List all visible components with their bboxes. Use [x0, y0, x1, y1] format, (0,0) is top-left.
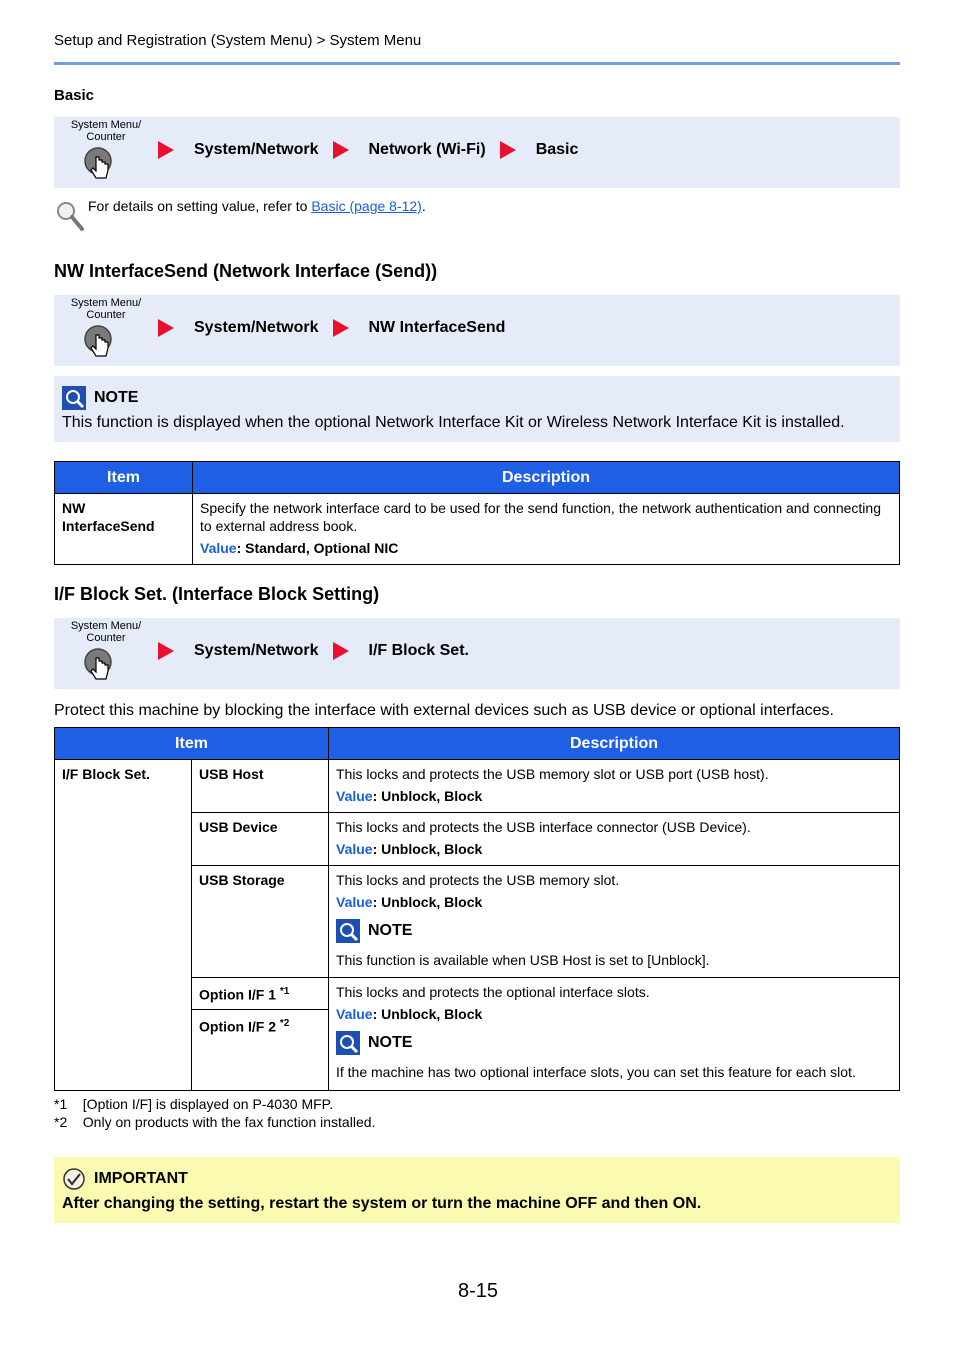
note-icon	[62, 386, 86, 410]
nav-path-nw	[54, 295, 900, 366]
item-cell: USB Storage	[192, 866, 329, 978]
note-label: NOTE	[368, 922, 413, 939]
note-text: This function is available when USB Host is set to [Unblock].	[336, 952, 710, 968]
arrow-right-icon	[333, 642, 349, 660]
path-step-1: System/Network	[194, 642, 319, 659]
item-cell	[192, 1009, 329, 1090]
item-cell: USB Host	[192, 760, 329, 813]
section-title-nw-interfacesend: NW InterfaceSend (Network Interface (Send))	[54, 261, 438, 281]
system-menu-key-icon	[80, 147, 116, 183]
system-menu-label-line2: Counter	[86, 632, 126, 644]
item-cell	[192, 978, 329, 1010]
system-menu-key-icon	[80, 648, 116, 684]
system-menu-key-label	[62, 297, 150, 321]
section-title-if-block: I/F Block Set. (Interface Block Setting)	[54, 584, 380, 604]
value-text: : Unblock, Block	[372, 894, 483, 910]
description-text: Specify the network interface card to be used for the send function, the network authentication and connecting to external address book.	[200, 500, 881, 534]
column-header-item: Item	[55, 462, 193, 494]
reference-suffix: .	[421, 198, 426, 214]
description-cell	[193, 494, 900, 565]
footnote-mark: *1	[54, 1096, 68, 1112]
value-text: : Unblock, Block	[372, 1006, 483, 1022]
group-cell: I/F Block Set.	[55, 760, 192, 1091]
description-text: This locks and protects the USB memory slot.	[336, 872, 620, 888]
page-header: Setup and Registration (System Menu) > System Menu	[54, 32, 422, 49]
column-header-description: Description	[193, 462, 900, 494]
value-text: : Unblock, Block	[372, 841, 483, 857]
reference-link[interactable]: Basic (page 8-12)	[311, 198, 422, 214]
footnote-text: [Option I/F] is displayed on P-4030 MFP.	[82, 1096, 334, 1112]
system-menu-key-icon	[80, 325, 116, 361]
value-label: Value	[336, 841, 373, 857]
system-menu-label-line1: System Menu/	[70, 297, 142, 309]
reference-prefix: For details on setting value, refer to	[88, 198, 312, 214]
item-name: Option I/F 1	[199, 986, 276, 1003]
intro-paragraph: Protect this machine by blocking the interface with external devices such as USB device or optional interfaces.	[54, 702, 834, 719]
table-row	[55, 760, 900, 813]
note-icon	[336, 919, 360, 943]
note-icon	[336, 1031, 360, 1055]
column-header-item: Item	[55, 728, 329, 760]
value-text: : Unblock, Block	[372, 788, 483, 804]
important-label: IMPORTANT	[94, 1170, 188, 1187]
value-label: Value	[336, 1006, 373, 1022]
system-menu-key-label	[62, 119, 150, 143]
check-icon	[62, 1167, 86, 1191]
important-box	[54, 1157, 900, 1223]
system-menu-label-line2: Counter	[86, 309, 126, 321]
item-name: Option I/F 2	[199, 1018, 276, 1035]
value-text: : Standard, Optional NIC	[236, 540, 399, 556]
note-box-nw	[54, 376, 900, 442]
note-label: NOTE	[368, 1034, 413, 1051]
reference-text	[88, 198, 426, 214]
description-cell	[329, 760, 900, 813]
arrow-right-icon	[333, 141, 349, 159]
system-menu-label-line1: System Menu/	[70, 620, 142, 632]
item-line2: InterfaceSend	[62, 518, 155, 534]
value-label: Value	[336, 894, 373, 910]
path-step-2: I/F Block Set.	[368, 642, 469, 659]
path-step-1: System/Network	[194, 319, 319, 336]
item-cell	[55, 494, 193, 565]
footnote-text: Only on products with the fax function installed.	[82, 1114, 376, 1130]
description-cell	[329, 866, 900, 978]
note-text: If the machine has two optional interface slots, you can set this feature for each slot.	[336, 1064, 856, 1080]
header-rule	[54, 62, 900, 65]
nav-path-if-block	[54, 618, 900, 689]
arrow-right-icon	[500, 141, 516, 159]
nav-path-basic	[54, 117, 900, 188]
value-label: Value	[200, 540, 237, 556]
system-menu-key-label	[62, 620, 150, 644]
arrow-right-icon	[158, 319, 174, 337]
footnote-ref: *1	[279, 986, 290, 997]
nw-table	[54, 461, 900, 565]
page-number: 8-15	[458, 1280, 499, 1302]
note-label: NOTE	[94, 389, 139, 406]
system-menu-label-line2: Counter	[86, 131, 126, 143]
description-text: This locks and protects the USB memory slot or USB port (USB host).	[336, 766, 769, 782]
value-label: Value	[336, 788, 373, 804]
item-line1: NW	[62, 500, 86, 516]
item-cell: USB Device	[192, 813, 329, 866]
note-text: This function is displayed when the optional Network Interface Kit or Wireless Network Interface Kit is installed.	[62, 414, 845, 431]
description-cell	[329, 813, 900, 866]
section-title-basic: Basic	[54, 87, 95, 104]
path-step-3: Basic	[535, 141, 579, 158]
footnote-ref: *2	[279, 1017, 290, 1029]
path-step-1: System/Network	[194, 141, 319, 158]
footnote-2	[54, 1114, 375, 1130]
table-row	[55, 494, 900, 565]
system-menu-label-line1: System Menu/	[70, 119, 142, 131]
path-step-2: Network (Wi-Fi)	[368, 141, 486, 158]
important-text: After changing the setting, restart the system or turn the machine OFF and then ON.	[62, 1195, 702, 1212]
footnote-mark: *2	[54, 1114, 68, 1130]
arrow-right-icon	[333, 319, 349, 337]
description-text: This locks and protects the USB interface connector (USB Device).	[336, 819, 751, 835]
magnifier-icon	[55, 200, 85, 232]
if-block-table	[54, 727, 900, 1091]
footnote-1	[54, 1096, 333, 1112]
description-cell	[329, 978, 900, 1091]
arrow-right-icon	[158, 642, 174, 660]
path-step-2: NW InterfaceSend	[368, 319, 506, 336]
arrow-right-icon	[158, 141, 174, 159]
description-text: This locks and protects the optional interface slots.	[336, 984, 650, 1000]
column-header-description: Description	[329, 728, 900, 760]
